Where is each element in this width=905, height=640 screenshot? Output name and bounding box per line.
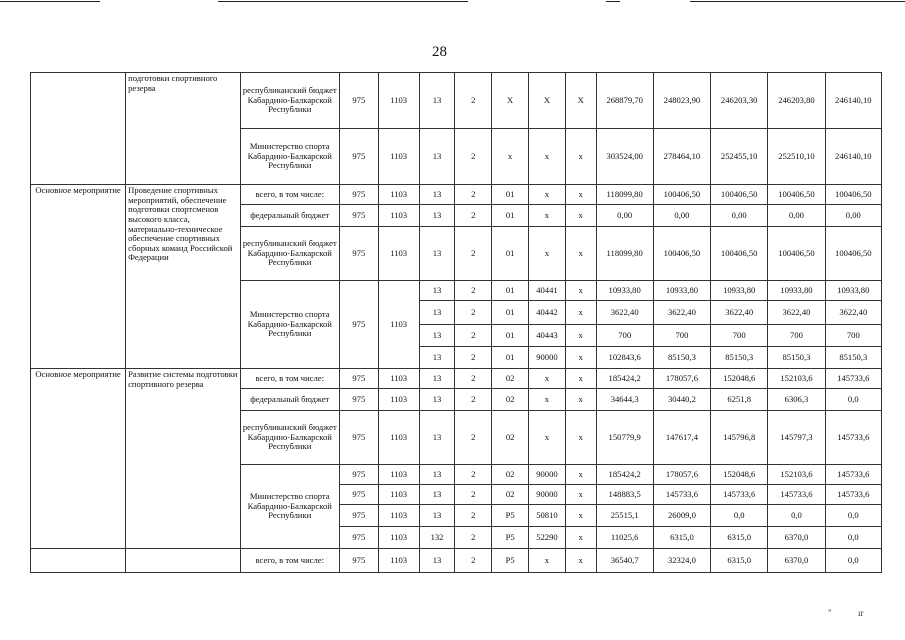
scan-artifact-line <box>690 1 905 2</box>
amount-cell: 0,00 <box>825 205 881 227</box>
rzpr-cell: 1103 <box>378 527 419 549</box>
amount-cell: 6370,0 <box>768 549 825 573</box>
activity-type-cell: Основное мероприятие <box>31 185 126 369</box>
gp-cell: 13 <box>419 227 455 281</box>
om-cell: 02 <box>492 389 529 411</box>
amount-cell: 0,0 <box>825 389 881 411</box>
amount-cell: 100406,50 <box>653 227 710 281</box>
funding-source-cell: Министерство спорта Кабардино-Балкарской Республики <box>240 129 339 185</box>
gp-cell: 13 <box>419 347 455 369</box>
amount-cell: 11025,6 <box>596 527 653 549</box>
page-number: 28 <box>432 44 447 60</box>
vr-cell: х <box>565 465 596 485</box>
rzpr-cell: 1103 <box>378 505 419 527</box>
amount-cell: 0,00 <box>596 205 653 227</box>
amount-cell: 700 <box>596 325 653 347</box>
amount-cell: 700 <box>825 325 881 347</box>
vr-cell: х <box>565 185 596 205</box>
amount-cell: 26009,0 <box>653 505 710 527</box>
amount-cell: 10933,80 <box>711 281 768 301</box>
amount-cell: 145733,6 <box>711 485 768 505</box>
gp-cell: 13 <box>419 485 455 505</box>
amount-cell: 3622,40 <box>768 301 825 325</box>
om-cell: 01 <box>492 227 529 281</box>
amount-cell: 6315,0 <box>711 549 768 573</box>
amount-cell: 10933,80 <box>768 281 825 301</box>
amount-cell: 100406,50 <box>768 227 825 281</box>
activity-type-cell <box>31 549 126 573</box>
gp-cell: 13 <box>419 505 455 527</box>
funding-source-cell: федеральный бюджет <box>240 205 339 227</box>
amount-cell: 185424,2 <box>596 369 653 389</box>
amount-cell: 6315,0 <box>711 527 768 549</box>
amount-cell: 100406,50 <box>653 185 710 205</box>
scan-artifact-line <box>606 1 620 2</box>
grbs-cell: 975 <box>339 227 378 281</box>
vr-cell: х <box>565 281 596 301</box>
pgp-cell: 2 <box>455 281 492 301</box>
vr-cell: х <box>565 227 596 281</box>
amount-cell: 0,0 <box>711 505 768 527</box>
amount-cell: 100406,50 <box>825 185 881 205</box>
gp-cell: 13 <box>419 281 455 301</box>
amount-cell: 85150,3 <box>825 347 881 369</box>
om-cell: 01 <box>492 281 529 301</box>
pgp-cell: 2 <box>455 527 492 549</box>
grbs-cell: 975 <box>339 465 378 485</box>
om-cell: 01 <box>492 205 529 227</box>
amount-cell: 145733,6 <box>768 485 825 505</box>
amount-cell: 152048,6 <box>711 369 768 389</box>
budget-table <box>30 72 882 573</box>
amount-cell: 6251,8 <box>711 389 768 411</box>
pgp-cell: 2 <box>455 73 492 129</box>
amount-cell: 152048,6 <box>711 465 768 485</box>
pgp-cell: 2 <box>455 485 492 505</box>
funding-source-cell: Министерство спорта Кабардино-Балкарской Республики <box>240 465 339 549</box>
table-row <box>31 369 882 389</box>
funding-source-cell: всего, в том числе: <box>240 549 339 573</box>
amount-cell: 34644,3 <box>596 389 653 411</box>
vr-cell: х <box>565 301 596 325</box>
direction-cell: х <box>529 389 566 411</box>
amount-cell: 700 <box>768 325 825 347</box>
amount-cell: 152103,6 <box>768 369 825 389</box>
amount-cell: 150779,9 <box>596 411 653 465</box>
vr-cell: Х <box>565 73 596 129</box>
grbs-cell: 975 <box>339 549 378 573</box>
activity-type-cell <box>31 73 126 185</box>
activity-name-cell: Проведение спортивных мероприятий, обеспечение подготовки спортсменов высокого класса, материально-техническое обеспечение спортивных сборных команд Российской Федерации <box>126 185 241 369</box>
rzpr-cell: 1103 <box>378 281 419 369</box>
pgp-cell: 2 <box>455 301 492 325</box>
direction-cell: х <box>529 549 566 573</box>
pgp-cell: 2 <box>455 129 492 185</box>
grbs-cell: 975 <box>339 369 378 389</box>
gp-cell: 13 <box>419 465 455 485</box>
direction-cell: х <box>529 129 566 185</box>
amount-cell: 36540,7 <box>596 549 653 573</box>
activity-name-cell: подготовки спортивного резерва <box>126 73 241 185</box>
amount-cell: 10933,80 <box>653 281 710 301</box>
grbs-cell: 975 <box>339 281 378 369</box>
amount-cell: 10933,80 <box>596 281 653 301</box>
pgp-cell: 2 <box>455 369 492 389</box>
amount-cell: 0,00 <box>711 205 768 227</box>
gp-cell: 13 <box>419 301 455 325</box>
vr-cell: х <box>565 129 596 185</box>
amount-cell: 145733,6 <box>653 485 710 505</box>
amount-cell: 0,00 <box>768 205 825 227</box>
table-row <box>31 549 882 573</box>
direction-cell: 50810 <box>529 505 566 527</box>
rzpr-cell: 1103 <box>378 129 419 185</box>
direction-cell: х <box>529 369 566 389</box>
direction-cell: 40441 <box>529 281 566 301</box>
rzpr-cell: 1103 <box>378 227 419 281</box>
funding-source-cell: республиканский бюджет Кабардино-Балкарской Республики <box>240 227 339 281</box>
amount-cell: 25515,1 <box>596 505 653 527</box>
amount-cell: 6315,0 <box>653 527 710 549</box>
om-cell: х <box>492 129 529 185</box>
amount-cell: 100406,50 <box>711 227 768 281</box>
amount-cell: 700 <box>711 325 768 347</box>
amount-cell: 6306,3 <box>768 389 825 411</box>
amount-cell: 10933,80 <box>825 281 881 301</box>
rzpr-cell: 1103 <box>378 369 419 389</box>
table-row <box>31 185 882 205</box>
activity-name-cell <box>126 549 241 573</box>
amount-cell: 246140,10 <box>825 129 881 185</box>
vr-cell: х <box>565 549 596 573</box>
amount-cell: 118099,80 <box>596 227 653 281</box>
funding-source-cell: республиканский бюджет Кабардино-Балкарской Республики <box>240 411 339 465</box>
amount-cell: 148883,5 <box>596 485 653 505</box>
gp-cell: 132 <box>419 527 455 549</box>
rzpr-cell: 1103 <box>378 185 419 205</box>
vr-cell: х <box>565 369 596 389</box>
vr-cell: х <box>565 527 596 549</box>
pgp-cell: 2 <box>455 549 492 573</box>
om-cell: Р5 <box>492 549 529 573</box>
om-cell: 02 <box>492 485 529 505</box>
amount-cell: 147617,4 <box>653 411 710 465</box>
amount-cell: 145733,6 <box>825 369 881 389</box>
amount-cell: 0,0 <box>825 527 881 549</box>
rzpr-cell: 1103 <box>378 73 419 129</box>
pgp-cell: 2 <box>455 389 492 411</box>
funding-source-cell: всего, в том числе: <box>240 185 339 205</box>
pgp-cell: 2 <box>455 347 492 369</box>
pgp-cell: 2 <box>455 185 492 205</box>
amount-cell: 145796,8 <box>711 411 768 465</box>
rzpr-cell: 1103 <box>378 389 419 411</box>
direction-cell: 40443 <box>529 325 566 347</box>
amount-cell: 3622,40 <box>825 301 881 325</box>
direction-cell: х <box>529 227 566 281</box>
amount-cell: 246140,10 <box>825 73 881 129</box>
amount-cell: 0,0 <box>825 549 881 573</box>
amount-cell: 0,0 <box>825 505 881 527</box>
funding-source-cell: республиканский бюджет Кабардино-Балкарской Республики <box>240 73 339 129</box>
pgp-cell: 2 <box>455 465 492 485</box>
amount-cell: 100406,50 <box>711 185 768 205</box>
grbs-cell: 975 <box>339 389 378 411</box>
amount-cell: 252510,10 <box>768 129 825 185</box>
amount-cell: 278464,10 <box>653 129 710 185</box>
pgp-cell: 2 <box>455 325 492 347</box>
direction-cell: х <box>529 411 566 465</box>
direction-cell: 52290 <box>529 527 566 549</box>
direction-cell: 40442 <box>529 301 566 325</box>
om-cell: 02 <box>492 369 529 389</box>
rzpr-cell: 1103 <box>378 485 419 505</box>
om-cell: Р5 <box>492 527 529 549</box>
amount-cell: 118099,80 <box>596 185 653 205</box>
grbs-cell: 975 <box>339 411 378 465</box>
om-cell: 02 <box>492 465 529 485</box>
amount-cell: 268879,70 <box>596 73 653 129</box>
gp-cell: 13 <box>419 129 455 185</box>
rzpr-cell: 1103 <box>378 549 419 573</box>
vr-cell: х <box>565 485 596 505</box>
grbs-cell: 975 <box>339 185 378 205</box>
gp-cell: 13 <box>419 411 455 465</box>
amount-cell: 246203,80 <box>768 73 825 129</box>
funding-source-cell: Министерство спорта Кабардино-Балкарской Республики <box>240 281 339 369</box>
amount-cell: 248023,90 <box>653 73 710 129</box>
direction-cell: 90000 <box>529 485 566 505</box>
vr-cell: х <box>565 347 596 369</box>
grbs-cell: 975 <box>339 485 378 505</box>
vr-cell: х <box>565 389 596 411</box>
pgp-cell: 2 <box>455 227 492 281</box>
pgp-cell: 2 <box>455 411 492 465</box>
amount-cell: 145733,6 <box>825 465 881 485</box>
rzpr-cell: 1103 <box>378 411 419 465</box>
amount-cell: 246203,30 <box>711 73 768 129</box>
om-cell: 01 <box>492 347 529 369</box>
funding-source-cell: федеральный бюджет <box>240 389 339 411</box>
amount-cell: 152103,6 <box>768 465 825 485</box>
amount-cell: 3622,40 <box>711 301 768 325</box>
amount-cell: 0,0 <box>768 505 825 527</box>
amount-cell: 85150,3 <box>768 347 825 369</box>
amount-cell: 100406,50 <box>825 227 881 281</box>
vr-cell: х <box>565 411 596 465</box>
amount-cell: 85150,3 <box>653 347 710 369</box>
amount-cell: 6370,0 <box>768 527 825 549</box>
scan-artifact-line <box>0 1 100 2</box>
amount-cell: 3622,40 <box>596 301 653 325</box>
gp-cell: 13 <box>419 73 455 129</box>
funding-source-cell: всего, в том числе: <box>240 369 339 389</box>
om-cell: 01 <box>492 325 529 347</box>
pgp-cell: 2 <box>455 505 492 527</box>
amount-cell: 700 <box>653 325 710 347</box>
activity-name-cell: Развитие системы подготовки спортивного резерва <box>126 369 241 549</box>
amount-cell: 145733,6 <box>825 485 881 505</box>
amount-cell: 178057,6 <box>653 465 710 485</box>
vr-cell: х <box>565 325 596 347</box>
direction-cell: Х <box>529 73 566 129</box>
amount-cell: 178057,6 <box>653 369 710 389</box>
table-row <box>31 73 882 129</box>
amount-cell: 0,00 <box>653 205 710 227</box>
gp-cell: 13 <box>419 185 455 205</box>
pgp-cell: 2 <box>455 205 492 227</box>
direction-cell: х <box>529 205 566 227</box>
amount-cell: 100406,50 <box>768 185 825 205</box>
activity-type-cell: Основное мероприятие <box>31 369 126 549</box>
direction-cell: х <box>529 185 566 205</box>
vr-cell: х <box>565 505 596 527</box>
amount-cell: 145797,3 <box>768 411 825 465</box>
om-cell: 02 <box>492 411 529 465</box>
stray-scan-mark: " <box>828 608 832 618</box>
om-cell: 01 <box>492 301 529 325</box>
gp-cell: 13 <box>419 389 455 411</box>
direction-cell: 90000 <box>529 465 566 485</box>
grbs-cell: 975 <box>339 73 378 129</box>
gp-cell: 13 <box>419 369 455 389</box>
amount-cell: 85150,3 <box>711 347 768 369</box>
amount-cell: 3622,40 <box>653 301 710 325</box>
gp-cell: 13 <box>419 325 455 347</box>
om-cell: Р5 <box>492 505 529 527</box>
rzpr-cell: 1103 <box>378 205 419 227</box>
amount-cell: 32324,0 <box>653 549 710 573</box>
rzpr-cell: 1103 <box>378 465 419 485</box>
vr-cell: х <box>565 205 596 227</box>
gp-cell: 13 <box>419 549 455 573</box>
amount-cell: 252455,10 <box>711 129 768 185</box>
gp-cell: 13 <box>419 205 455 227</box>
grbs-cell: 975 <box>339 505 378 527</box>
amount-cell: 185424,2 <box>596 465 653 485</box>
scan-artifact-line <box>218 1 468 2</box>
grbs-cell: 975 <box>339 129 378 185</box>
om-cell: 01 <box>492 185 529 205</box>
amount-cell: 30440,2 <box>653 389 710 411</box>
direction-cell: 90000 <box>529 347 566 369</box>
om-cell: Х <box>492 73 529 129</box>
grbs-cell: 975 <box>339 527 378 549</box>
amount-cell: 303524,00 <box>596 129 653 185</box>
amount-cell: 145733,6 <box>825 411 881 465</box>
grbs-cell: 975 <box>339 205 378 227</box>
stray-scan-mark: ır <box>858 608 864 618</box>
amount-cell: 102843,6 <box>596 347 653 369</box>
